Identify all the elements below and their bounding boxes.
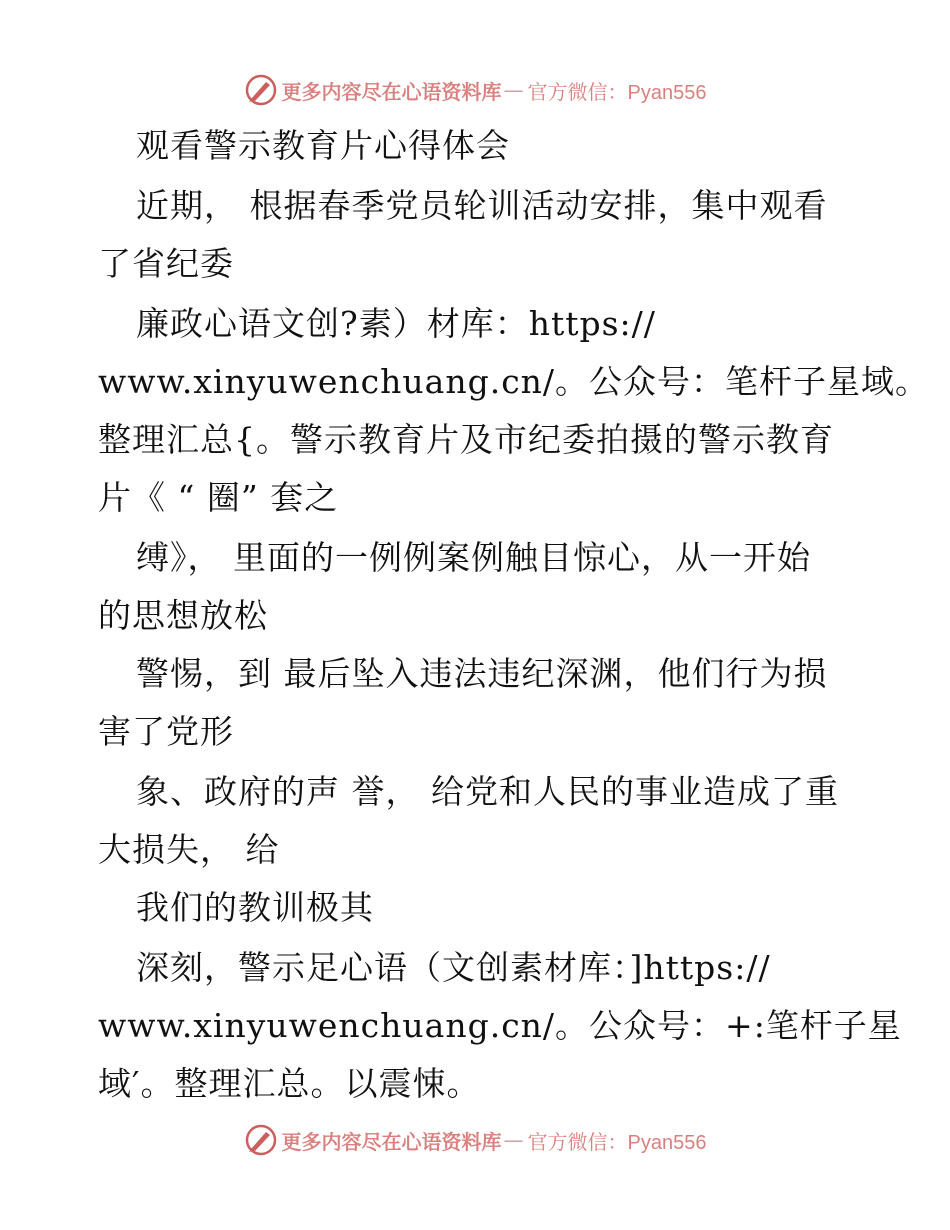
- doc-line: 片《 “ 圈” 套之: [98, 478, 339, 517]
- header-banner-text: 更多内容尽在心语资料库: [281, 79, 502, 104]
- doc-line: 了省纪委: [98, 244, 234, 283]
- doc-line: 整理汇总{。警示教育片及市纪委拍摄的警示教育: [98, 420, 834, 459]
- header-separator: —: [503, 78, 524, 102]
- doc-line: 廉政心语文创?素）材库：https://: [136, 304, 656, 343]
- footer-separator: —: [503, 1128, 524, 1152]
- doc-line: 害了党形: [98, 712, 234, 751]
- doc-line: www.xinyuwenchuang.cn/。公众号：+:笔杆子星: [98, 1006, 902, 1045]
- doc-line: 深刻，警示足心语（文创素材库：]https://: [136, 948, 771, 987]
- footer-banner-text: 更多内容尽在心语资料库: [281, 1129, 502, 1154]
- doc-line: 我们的教训极其: [136, 888, 374, 927]
- pen-logo-icon: [244, 73, 278, 107]
- footer-banner: [0, 1122, 950, 1158]
- doc-line: 警惕，到 最后坠入违法违纪深渊，他们行为损: [136, 654, 828, 693]
- doc-line: 象、政府的声 誉， 给党和人民的事业造成了重: [136, 772, 839, 811]
- doc-line: 缚》， 里面的一例例案例触目惊心，从一开始: [136, 538, 811, 577]
- doc-line: 域′。整理汇总。以震悚。: [98, 1064, 481, 1103]
- header-wechat-text: 官方微信：Pyan556: [527, 81, 707, 104]
- pen-logo-icon: [244, 1123, 278, 1157]
- doc-line: 的思想放松: [98, 596, 268, 635]
- doc-line: 近期， 根据春季党员轮训活动安排，集中观看: [136, 186, 828, 225]
- doc-title: 观看警示教育片心得体会: [136, 126, 510, 165]
- doc-line: 大损失， 给: [98, 830, 280, 869]
- footer-wechat-text: 官方微信：Pyan556: [527, 1131, 707, 1154]
- doc-line: www.xinyuwenchuang.cn/。公众号：笔杆子星域。: [98, 362, 930, 401]
- header-banner: [0, 72, 950, 108]
